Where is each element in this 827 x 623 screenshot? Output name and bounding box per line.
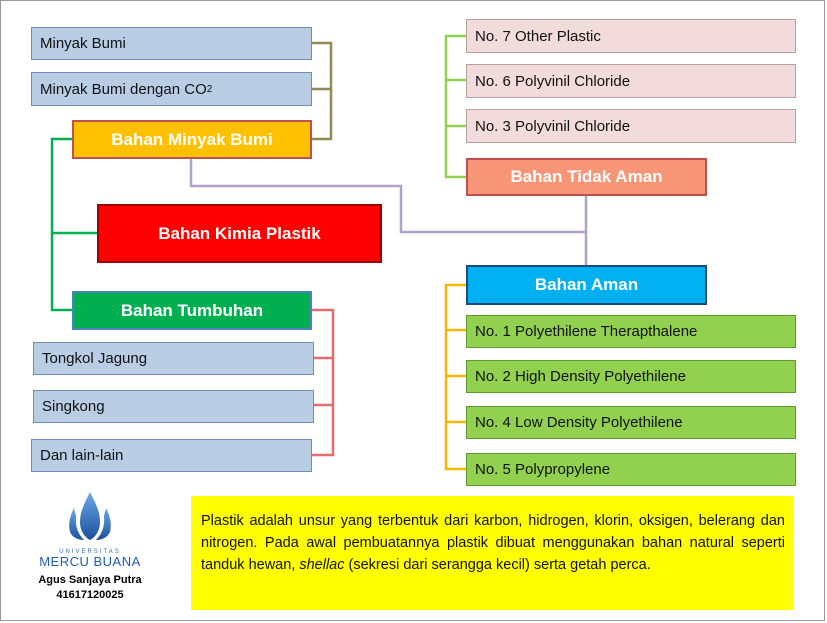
item-tongkol-jagung: Tongkol Jagung: [33, 342, 314, 375]
item-no2: No. 2 High Density Polyethilene: [466, 360, 796, 393]
item-no5: No. 5 Polypropylene: [466, 453, 796, 486]
description-note: Plastik adalah unsur yang terbentuk dari karbon, hidrogen, klorin, oksigen, belerang dan nitrogen. Pada awal pembuatannya plastik dibuat menggunakan bahan natural seperti tanduk hewan, shellac (sekresi dari serangga kecil) serta getah perca.: [191, 496, 793, 610]
node-bahan-aman: Bahan Aman: [466, 265, 707, 305]
student-id: 41617120025: [56, 589, 124, 601]
node-bahan-kimia-plastik: Bahan Kimia Plastik: [97, 204, 382, 263]
connector-center-left: [52, 139, 98, 310]
item-no4: No. 4 Low Density Polyethilene: [466, 406, 796, 439]
connector-tidak-aman: [446, 36, 466, 177]
mercu-buana-emblem-icon: [60, 490, 120, 542]
university-logo: [30, 490, 150, 610]
item-dan-lain-lain: Dan lain-lain: [31, 439, 312, 472]
connector-tumbuhan: [312, 310, 333, 455]
university-name: MERCU BUANA: [39, 554, 141, 569]
item-minyak-bumi: Minyak Bumi: [31, 27, 312, 60]
node-bahan-minyak-bumi: Bahan Minyak Bumi: [72, 120, 312, 159]
university-label: UNIVERSITAS: [59, 549, 121, 555]
item-no6: No. 6 Polyvinil Chloride: [466, 64, 796, 98]
connector-aman: [446, 285, 466, 469]
node-bahan-tidak-aman: Bahan Tidak Aman: [466, 158, 707, 196]
node-bahan-tumbuhan: Bahan Tumbuhan: [72, 291, 312, 330]
author-name: Agus Sanjaya Putra: [38, 574, 142, 586]
item-no3: No. 3 Polyvinil Chloride: [466, 109, 796, 143]
connector-minyak-bumi: [312, 43, 331, 139]
item-no7: No. 7 Other Plastic: [466, 19, 796, 53]
item-minyak-bumi-co2: Minyak Bumi dengan CO 2: [31, 72, 312, 106]
item-singkong: Singkong: [33, 390, 314, 423]
item-no1: No. 1 Polyethilene Therapthalene: [466, 315, 796, 348]
